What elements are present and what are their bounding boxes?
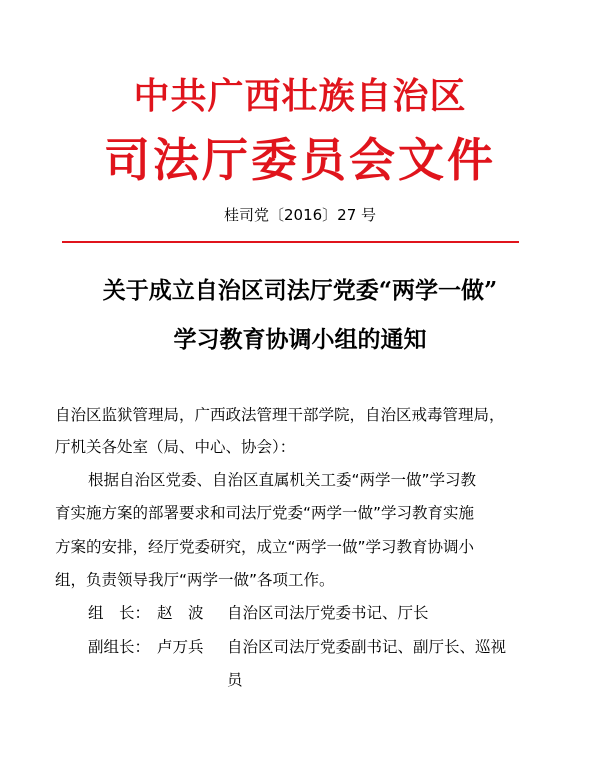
red-separator-line — [62, 241, 519, 243]
leader-name: 赵 波 — [157, 604, 204, 622]
recipients-line1: 自治区监狱管理局，广西政法管理干部学院，自治区戒毒管理局， — [55, 406, 505, 424]
deputy-title-continuation: 员 — [227, 671, 243, 689]
issuing-authority-line2: 司法厅委员会文件 — [104, 133, 496, 187]
paragraph-line: 方案的安排，经厅党委研究，成立“两学一做”学习教育协调小 — [55, 538, 475, 556]
document-number: 桂司党〔2016〕27 号 — [223, 206, 377, 224]
deputy-role: 副组长： — [88, 638, 151, 656]
document-title-line1: 关于成立自治区司法厅党委“两学一做” — [102, 277, 498, 304]
deputy-title: 自治区司法厅党委副书记、副厅长、巡视 — [227, 638, 507, 656]
document-title-line2: 学习教育协调小组的通知 — [173, 326, 427, 353]
leader-role: 组 长： — [88, 604, 151, 622]
paragraph-line: 育实施方案的部署要求和司法厅党委“两学一做”学习教育实施 — [55, 504, 475, 522]
issuing-authority-line1: 中共广西壮族自治区 — [133, 75, 467, 117]
recipients-line2: 厅机关各处室（局、中心、协会）： — [55, 438, 296, 456]
leader-title: 自治区司法厅党委书记、厅长 — [227, 604, 429, 622]
paragraph-line: 根据自治区党委、自治区直属机关工委“两学一做”学习教 — [88, 471, 477, 489]
deputy-name: 卢万兵 — [157, 638, 204, 656]
paragraph-line: 组，负责领导我厅“两学一做”各项工作。 — [55, 571, 335, 589]
